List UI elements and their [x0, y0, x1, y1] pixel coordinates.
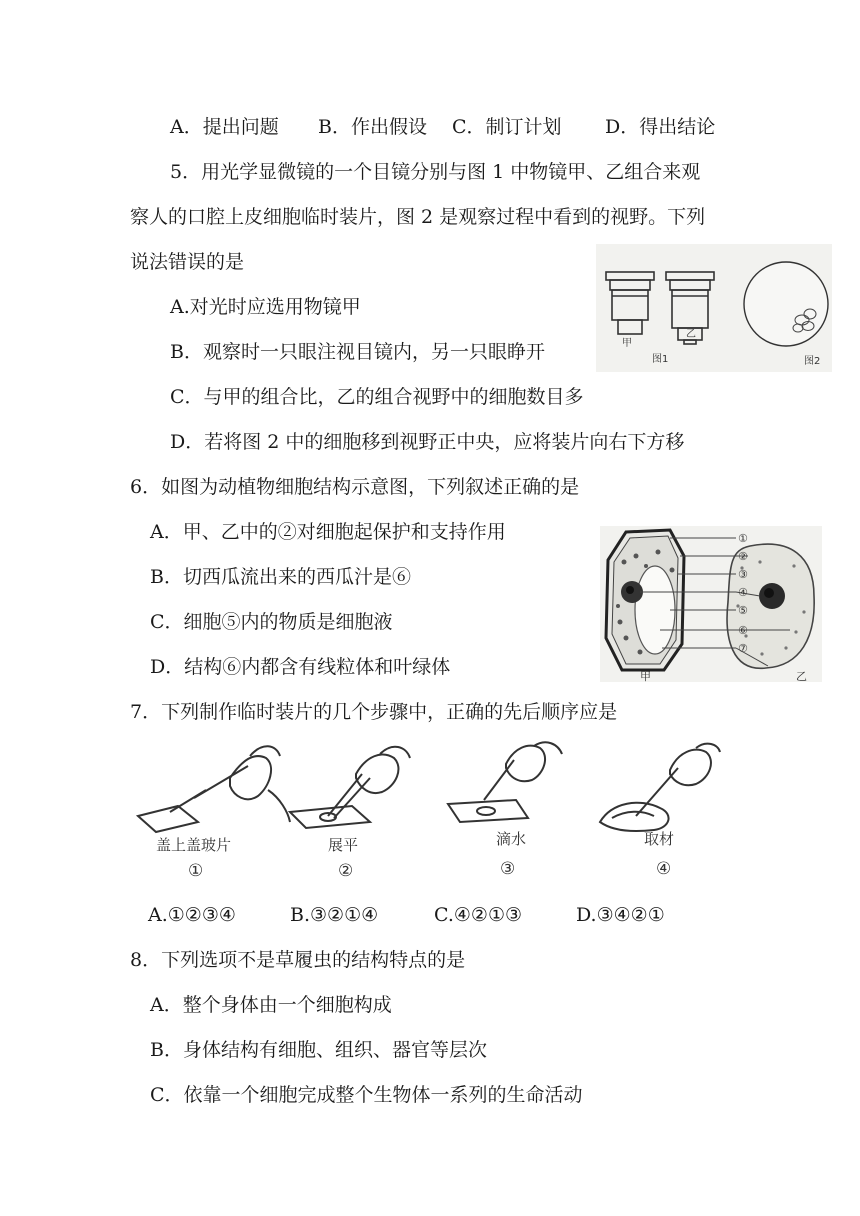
q6-option-d: D．结构⑥内都含有线粒体和叶绿体 — [150, 656, 451, 678]
cell-label-5: ⑤ — [738, 604, 748, 617]
q5-stem-line1: 5．用光学显微镜的一个目镜分别与图 1 中物镜甲、乙组合来观 — [170, 161, 701, 183]
q5-label-yi: 乙 — [686, 329, 696, 340]
q6-label-jia: 甲 — [640, 670, 651, 682]
step-cover-glass-icon — [138, 746, 290, 832]
cell-label-4: ④ — [738, 586, 748, 599]
cell-label-2: ② — [738, 550, 748, 563]
cell-label-6: ⑥ — [738, 624, 748, 637]
q5-option-b: B．观察时一只眼注视目镜内，另一只眼睁开 — [170, 341, 545, 363]
q4-option-d: D．得出结论 — [605, 116, 716, 138]
q6-label-yi: 乙 — [796, 670, 807, 682]
q7-steps-figure — [130, 738, 726, 884]
q8-stem: 8．下列选项不是草履虫的结构特点的是 — [130, 949, 466, 971]
q4-option-c: C．制订计划 — [452, 116, 562, 138]
q7-option-d: D.③④②① — [576, 904, 665, 926]
step3-label: 滴水 — [496, 830, 527, 848]
step2-label: 展平 — [328, 836, 359, 854]
q5-option-c: C．与甲的组合比，乙的组合视野中的细胞数目多 — [170, 386, 584, 408]
step-drop-water-icon — [448, 742, 562, 822]
q4-option-a: A．提出问题 — [170, 116, 279, 138]
step2-num: ② — [338, 861, 354, 881]
q6-cell-figure — [600, 526, 822, 682]
q8-option-a: A．整个身体由一个细胞构成 — [150, 994, 392, 1016]
q6-option-a: A．甲、乙中的②对细胞起保护和支持作用 — [150, 521, 506, 543]
q6-stem: 6．如图为动植物细胞结构示意图，下列叙述正确的是 — [130, 476, 580, 498]
q5-stem-line3: 说法错误的是 — [130, 251, 245, 273]
step4-label: 取材 — [644, 830, 675, 848]
plant-cell-icon — [606, 530, 684, 670]
cell-label-3: ③ — [738, 568, 748, 581]
step1-num: ① — [188, 861, 204, 881]
q7-stem: 7．下列制作临时装片的几个步骤中，正确的先后顺序应是 — [130, 701, 618, 723]
q6-option-b: B．切西瓜流出来的西瓜汁是⑥ — [150, 566, 411, 588]
q7-option-b: B.③②①④ — [290, 904, 379, 926]
q6-option-c: C．细胞⑤内的物质是细胞液 — [150, 611, 393, 633]
field-of-view-icon — [744, 262, 828, 346]
q8-option-c: C．依靠一个细胞完成整个生物体一系列的生命活动 — [150, 1084, 583, 1106]
q5-label-jia: 甲 — [622, 338, 632, 349]
step1-label: 盖上盖玻片 — [156, 836, 232, 854]
step-take-sample-icon — [600, 744, 720, 831]
cell-label-1: ① — [738, 532, 748, 545]
step3-num: ③ — [500, 859, 516, 879]
q8-option-b: B．身体结构有细胞、组织、器官等层次 — [150, 1039, 487, 1061]
q5-stem-line2: 察人的口腔上皮细胞临时装片，图 2 是观察过程中看到的视野。下列 — [130, 206, 706, 228]
q5-microscope-figure — [596, 244, 832, 372]
step4-num: ④ — [656, 859, 672, 879]
cell-label-7: ⑦ — [738, 642, 748, 655]
q5-option-d: D．若将图 2 中的细胞移到视野正中央，应将装片向右下方移 — [170, 431, 685, 453]
q5-caption-fig2: 图2 — [804, 356, 821, 367]
q7-option-a: A.①②③④ — [148, 904, 236, 926]
q7-option-c: C.④②①③ — [434, 904, 523, 926]
q4-option-b: B．作出假设 — [318, 116, 427, 138]
q5-caption-fig1: 图1 — [652, 354, 669, 365]
q5-option-a: A.对光时应选用物镜甲 — [170, 296, 361, 318]
step-spread-icon — [290, 747, 410, 828]
